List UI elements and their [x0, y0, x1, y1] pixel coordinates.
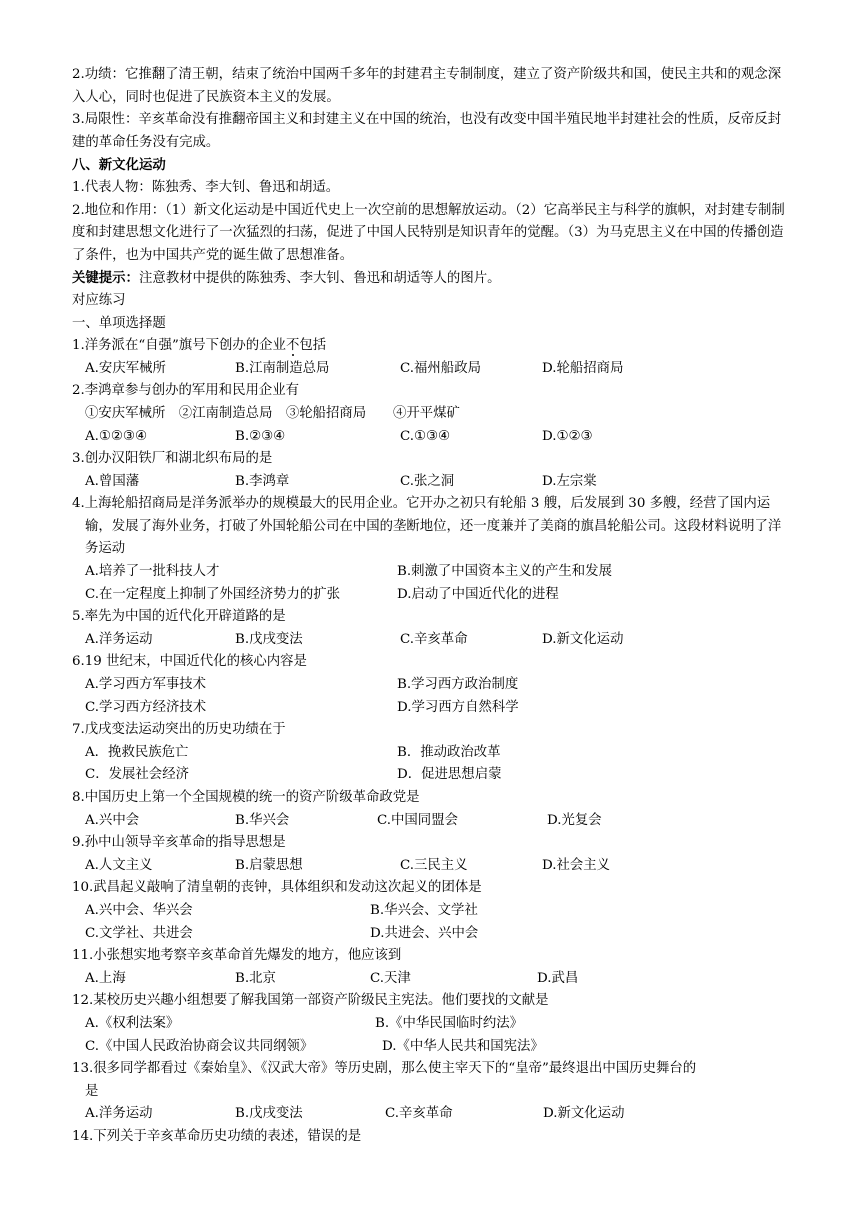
option-b: B.华兴会	[235, 812, 290, 828]
option-d: D.共进会、兴中会	[370, 925, 479, 941]
question-3-stem: 3.创办汉阳铁厂和湖北织布局的是	[72, 451, 273, 467]
option-d: D.①②③	[542, 428, 593, 444]
option-c: C.三民主义	[400, 857, 468, 873]
question-12-options-row2	[72, 1036, 794, 1059]
option-d: D.左宗棠	[542, 473, 597, 489]
question-11-options	[72, 968, 794, 991]
option-c: C.《中国人民政治协商会议共同纲领》	[85, 1038, 314, 1054]
question-9-options	[72, 855, 794, 878]
option-c: C.福州船政局	[400, 360, 481, 376]
section-heading-new-culture: 八、新文化运动	[72, 157, 166, 174]
option-a: A.曾国藩	[85, 473, 140, 489]
question-5-stem: 5.率先为中国的近代化开辟道路的是	[72, 609, 286, 625]
question-8-options	[72, 810, 794, 833]
option-d: D.《中华人民共和国宪法》	[382, 1038, 544, 1054]
option-a: A.人文主义	[85, 857, 153, 873]
question-12-options-row1	[72, 1013, 794, 1036]
question-2-items: ①安庆军械所 ②江南制造总局 ③轮船招商局 ④开平煤矿	[85, 405, 460, 421]
paragraph-representatives: 1.代表人物：陈独秀、李大钊、鲁迅和胡适。	[72, 179, 340, 195]
question-1-options	[72, 358, 794, 381]
option-c: C.学习西方经济技术	[85, 699, 207, 715]
option-d: D.学习西方自然科学	[397, 699, 519, 715]
paragraph-achievements: 2.功绩：它推翻了清王朝，结束了统治中国两千多年的封建君主专制制度，建立了资产阶级共和国，使民主共和的观念深入人心，同时也促进了民族资本主义的发展。	[72, 67, 782, 105]
option-d: D.武昌	[537, 970, 579, 986]
option-a: A.《权利法案》	[85, 1015, 180, 1031]
option-b: B.华兴会、文学社	[370, 902, 478, 918]
question-10-options-row2	[72, 923, 794, 946]
question-1-stem-end: 包括	[299, 338, 327, 354]
option-d: D.光复会	[547, 812, 602, 828]
option-c: C.在一定程度上抑制了外国经济势力的扩张	[85, 586, 341, 602]
option-c: C.辛亥革命	[400, 631, 468, 647]
question-6-options-row2	[72, 697, 794, 720]
question-1-stem	[72, 335, 794, 358]
key-tip-label: 关键提示：	[72, 270, 139, 287]
question-8-stem: 8.中国历史上第一个全国规模的统一的资产阶级革命政党是	[72, 790, 420, 805]
option-c: C.①③④	[400, 428, 451, 444]
question-6-stem: 6.19 世纪末，中国近代化的核心内容是	[72, 654, 307, 670]
question-7-stem: 7.戊戌变法运动突出的历史功绩在于	[72, 722, 286, 738]
option-b: B.北京	[235, 970, 276, 986]
question-7-options-row1	[72, 742, 794, 765]
option-b: B.学习西方政治制度	[397, 677, 519, 693]
practice-title: 对应练习	[72, 292, 126, 308]
question-4-options-row1	[72, 561, 794, 584]
question-14-stem: 14.下列关于辛亥革命历史功绩的表述，错误的是	[72, 1128, 362, 1144]
option-a: A.学习西方军事技术	[85, 677, 207, 693]
option-d: D.社会主义	[542, 857, 611, 873]
option-c: C.文学社、共进会	[85, 925, 193, 941]
question-13-stem-cont: 是	[85, 1083, 99, 1099]
option-c: C．发展社会经济	[85, 767, 189, 783]
option-d: D.新文化运动	[542, 631, 624, 647]
question-11-stem: 11.小张想实地考察辛亥革命首先爆发的地方，他应该到	[72, 948, 402, 964]
option-c: C.张之洞	[400, 473, 455, 489]
question-4-options-row2	[72, 584, 794, 607]
option-a: A.洋务运动	[85, 631, 153, 647]
question-4-stem: 4.上海轮船招商局是洋务派举办的规模最大的民用企业。它开办之初只有轮船 3 艘，后发展到 30 多艘，经营了国内运输，发展了海外业务，打破了外国轮船公司在中国的垄断地位，还一度兼并了美商的旗昌轮船公司。这段材料说明了洋务运动	[72, 496, 782, 557]
key-tip-text: 注意教材中提供的陈独秀、李大钊、鲁迅和胡适等人的图片。	[138, 271, 501, 287]
option-a: A.培养了一批科技人才	[85, 564, 220, 580]
question-13-stem: 13.很多同学都看过《秦始皇》、《汉武大帝》等历史剧，那么使主宰天下的“皇帝”最终退出中国历史舞台的	[72, 1061, 697, 1077]
question-6-options-row1	[72, 674, 794, 697]
practice-section-title: 一、单项选择题	[72, 315, 166, 331]
option-a: A.洋务运动	[85, 1106, 153, 1122]
question-9-stem: 9.孙中山领导辛亥革命的指导思想是	[72, 835, 286, 851]
question-10-stem: 10.武昌起义敲响了清皇朝的丧钟，具体组织和发动这次起义的团体是	[72, 880, 482, 896]
option-d: D.轮船招商局	[542, 360, 624, 376]
option-a: A.上海	[85, 970, 126, 986]
option-c: C.辛亥革命	[385, 1106, 453, 1122]
option-d: D.启动了中国近代化的进程	[397, 586, 559, 602]
option-a: A.兴中会、华兴会	[85, 902, 193, 918]
question-10-options-row1	[72, 900, 794, 923]
option-c: C.中国同盟会	[377, 812, 458, 828]
question-2-stem: 2.李鸿章参与创办的军用和民用企业有	[72, 383, 300, 399]
paragraph-significance: 2.地位和作用：（1）新文化运动是中国近代史上一次空前的思想解放运动。（2）它高举民主与科学的旗帜，对封建专制制度和封建思想文化进行了一次猛烈的扫荡，促进了中国人民特别是知识青年的觉醒。（3）为马克思主义在中国的传播创造了条件，也为中国共产党的诞生做了思想准备。	[72, 202, 785, 263]
option-b: B.《中华民国临时约法》	[375, 1015, 524, 1031]
emphasis-char: 不	[285, 338, 300, 354]
option-b: B.李鸿章	[235, 473, 290, 489]
option-b: B.启蒙思想	[235, 857, 303, 873]
document-page	[72, 64, 794, 1149]
option-c: C.天津	[370, 970, 411, 986]
question-13-options	[72, 1103, 794, 1126]
option-b: B.戊戌变法	[235, 1106, 303, 1122]
question-7-options-row2	[72, 764, 794, 787]
question-1-stem-text: 1.洋务派在“自强”旗号下创办的企业	[72, 338, 286, 354]
option-a: A．挽救民族危亡	[85, 744, 189, 760]
question-5-options	[72, 629, 794, 652]
option-b: B.江南制造总局	[235, 360, 330, 376]
option-d: D．促进思想启蒙	[397, 767, 502, 783]
option-d: D.新文化运动	[543, 1106, 625, 1122]
option-a: A.兴中会	[85, 812, 140, 828]
option-a: A.①②③④	[85, 428, 147, 444]
option-b: B.刺激了中国资本主义的产生和发展	[397, 564, 612, 580]
option-b: B.戊戌变法	[235, 631, 303, 647]
question-2-options	[72, 426, 794, 449]
question-3-options	[72, 471, 794, 494]
option-b: B.②③④	[235, 428, 286, 444]
paragraph-limitations: 3.局限性：辛亥革命没有推翻帝国主义和封建主义在中国的统治，也没有改变中国半殖民地半封建社会的性质，反帝反封建的革命任务没有完成。	[72, 112, 782, 150]
question-12-stem: 12.某校历史兴趣小组想要了解我国第一部资产阶级民主宪法。他们要找的文献是	[72, 993, 549, 1009]
key-tip	[72, 267, 794, 290]
option-b: B．推动政治改革	[397, 744, 501, 760]
option-a: A.安庆军械所	[85, 360, 166, 376]
